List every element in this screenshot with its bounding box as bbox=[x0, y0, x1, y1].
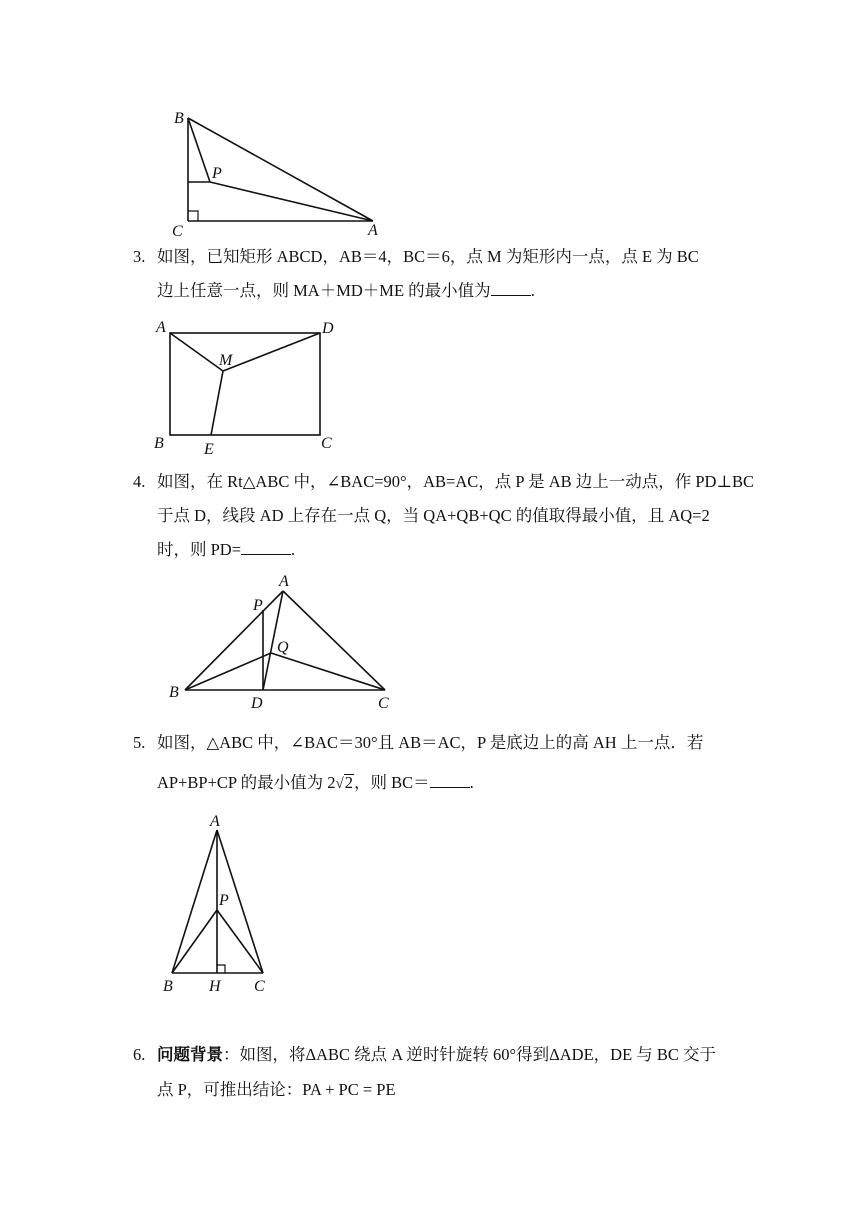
problem-background-label: 问题背景 bbox=[157, 1045, 223, 1064]
answer-blank bbox=[430, 773, 470, 788]
label-b: B bbox=[163, 978, 173, 995]
label-d: D bbox=[322, 320, 334, 337]
answer-blank bbox=[241, 540, 291, 555]
question-text: 如图，△ABC 中，∠BAC＝30°且 AB＝AC，P 是底边上的高 AH 上一点．若 bbox=[157, 733, 704, 752]
rectangle-abcd-figure bbox=[150, 318, 350, 458]
label-c: C bbox=[321, 435, 332, 452]
label-a: A bbox=[368, 222, 378, 239]
label-c: C bbox=[172, 223, 183, 240]
question-3-line2 bbox=[157, 281, 535, 301]
label-p: P bbox=[253, 597, 263, 614]
label-c: C bbox=[378, 695, 389, 712]
question-text: 点 P，可推出结论：PA + PC = PE bbox=[157, 1080, 396, 1099]
question-4-line2 bbox=[157, 506, 710, 526]
question-text: 如图，在 Rt△ABC 中，∠BAC=90°，AB=AC，点 P 是 AB 边上一动点，作 PD⊥BC bbox=[157, 472, 754, 491]
answer-blank bbox=[491, 281, 531, 296]
sqrt-sign: √ bbox=[335, 776, 344, 792]
period: . bbox=[530, 281, 535, 300]
label-c: C bbox=[254, 978, 265, 995]
isosceles-triangle-q5-figure bbox=[155, 808, 285, 998]
question-number: 4. bbox=[133, 472, 146, 491]
triangle-abc-q4-figure bbox=[165, 570, 405, 715]
label-q: Q bbox=[277, 639, 289, 656]
question-number: 3. bbox=[133, 247, 146, 266]
question-4-line3 bbox=[157, 540, 295, 560]
question-number: 6. bbox=[133, 1045, 146, 1064]
label-e: E bbox=[204, 441, 214, 458]
label-a: A bbox=[156, 319, 166, 336]
period: . bbox=[291, 540, 296, 559]
label-p: P bbox=[219, 892, 229, 909]
label-p: P bbox=[212, 165, 222, 182]
question-text bbox=[157, 1045, 716, 1065]
label-b: B bbox=[169, 684, 179, 701]
question-number: 5. bbox=[133, 733, 146, 752]
question-5-line2 bbox=[157, 773, 474, 794]
label-b: B bbox=[174, 110, 184, 127]
question-text: 时，则 PD= bbox=[157, 540, 242, 559]
label-d: D bbox=[251, 695, 263, 712]
label-h: H bbox=[209, 978, 221, 995]
question-text: ，则 BC＝ bbox=[353, 773, 430, 792]
label-a: A bbox=[279, 573, 289, 590]
label-m: M bbox=[219, 352, 233, 369]
question-text: AP+BP+CP 的最小值为 2 bbox=[157, 773, 336, 792]
question-text: 边上任意一点，则 MA＋MD＋ME 的最小值为 bbox=[157, 281, 491, 300]
question-text: 如图，已知矩形 ABCD，AB＝4，BC＝6，点 M 为矩形内一点，点 E 为 BC bbox=[157, 247, 699, 266]
period: . bbox=[469, 773, 474, 792]
sqrt-radicand: 2 bbox=[344, 773, 353, 792]
triangle-bca-figure bbox=[160, 100, 400, 245]
question-text-rest: ：如图，将ΔABC 绕点 A 逆时针旋转 60°得到ΔADE，DE 与 BC 交于 bbox=[223, 1045, 717, 1064]
question-6-line2 bbox=[157, 1080, 396, 1100]
label-a: A bbox=[210, 813, 220, 830]
label-b: B bbox=[154, 435, 164, 452]
question-text: 于点 D，线段 AD 上存在一点 Q，当 QA+QB+QC 的值取得最小值，且 AQ=2 bbox=[157, 506, 710, 525]
